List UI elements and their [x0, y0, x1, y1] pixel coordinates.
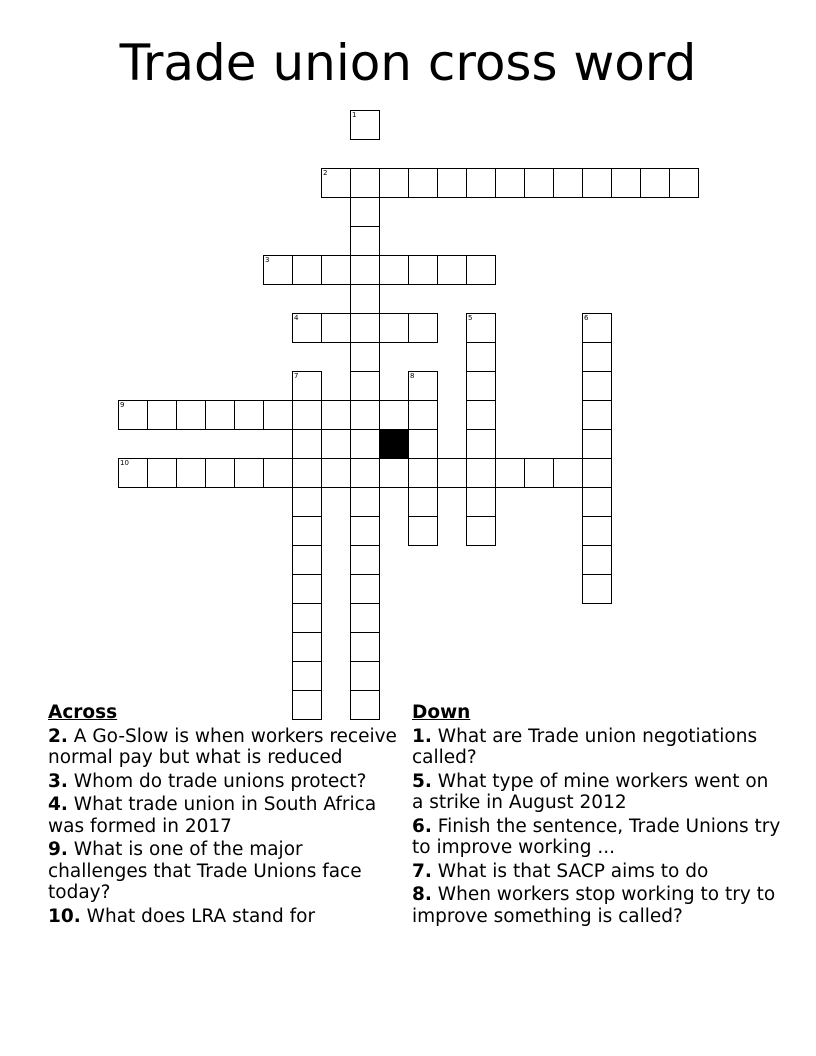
crossword-cell[interactable]	[292, 632, 322, 662]
crossword-cell[interactable]	[350, 429, 380, 459]
clue-number-label: 9	[120, 401, 125, 409]
crossword-cell[interactable]	[379, 255, 409, 285]
clue-number: 1.	[412, 725, 432, 747]
clue-down-7	[412, 861, 782, 883]
crossword-cell[interactable]	[350, 255, 380, 285]
crossword-cell[interactable]	[292, 429, 322, 459]
crossword-cell[interactable]	[263, 458, 293, 488]
crossword-cell[interactable]	[553, 458, 583, 488]
crossword-cell[interactable]	[321, 313, 351, 343]
clue-number: 9.	[48, 839, 68, 860]
clue-down-8	[412, 884, 782, 927]
crossword-cell[interactable]	[350, 313, 380, 343]
clue-text: What type of mine workers went on a strike in August 2012	[412, 770, 769, 813]
crossword-cell[interactable]	[350, 458, 380, 488]
crossword-cell[interactable]	[379, 400, 409, 430]
crossword-cell[interactable]	[466, 400, 496, 430]
crossword-cell[interactable]	[292, 487, 322, 517]
crossword-cell[interactable]	[263, 255, 293, 285]
clue-across-3	[48, 771, 398, 793]
clue-text: What does LRA stand for	[86, 905, 316, 927]
clue-number: 4.	[48, 794, 68, 815]
crossword-cell[interactable]	[292, 313, 322, 343]
crossword-cell[interactable]	[466, 429, 496, 459]
crossword-cell[interactable]	[176, 400, 206, 430]
crossword-cell[interactable]	[350, 516, 380, 546]
clue-number-label: 8	[410, 372, 415, 380]
crossword-cell[interactable]	[350, 545, 380, 575]
clue-text: Finish the sentence, Trade Unions try to improve working ...	[412, 815, 781, 858]
crossword-cell[interactable]	[466, 168, 496, 198]
crossword-cell[interactable]	[321, 255, 351, 285]
crossword-cell[interactable]	[147, 400, 177, 430]
crossword-cell[interactable]	[408, 400, 438, 430]
crossword-cell[interactable]	[205, 458, 235, 488]
crossword-cell[interactable]	[292, 574, 322, 604]
clue-text: What are Trade union negotiations called?	[412, 725, 758, 768]
clue-text: A Go-Slow is when workers receive normal pay but what is reduced	[48, 725, 397, 768]
crossword-cell[interactable]	[350, 574, 380, 604]
crossword-cell[interactable]	[553, 168, 583, 198]
clue-number-label: 5	[468, 314, 473, 322]
crossword-cell[interactable]	[669, 168, 699, 198]
crossword-cell[interactable]	[582, 545, 612, 575]
clue-across-9	[48, 839, 398, 904]
crossword-cell[interactable]	[437, 255, 467, 285]
crossword-cell[interactable]	[350, 168, 380, 198]
crossword-cell[interactable]	[466, 255, 496, 285]
crossword-cell[interactable]	[379, 313, 409, 343]
crossword-cell[interactable]	[292, 603, 322, 633]
crossword-cell[interactable]	[350, 197, 380, 227]
clue-across-2	[48, 726, 398, 769]
crossword-cell[interactable]	[292, 458, 322, 488]
clue-across-4	[48, 794, 398, 837]
clue-down-5	[412, 771, 782, 814]
crossword-cell[interactable]	[176, 458, 206, 488]
crossword-cell[interactable]	[263, 400, 293, 430]
crossword-cell[interactable]	[582, 487, 612, 517]
clue-number-label: 10	[120, 459, 129, 467]
crossword-cell[interactable]	[495, 168, 525, 198]
crossword-cell[interactable]	[408, 516, 438, 546]
clue-number: 3.	[48, 770, 68, 792]
crossword-cell[interactable]	[524, 168, 554, 198]
clue-number: 10.	[48, 905, 81, 927]
crossword-cell[interactable]	[205, 400, 235, 430]
crossword-cell[interactable]	[437, 168, 467, 198]
crossword-cell[interactable]	[292, 661, 322, 691]
crossword-cell[interactable]	[292, 371, 322, 401]
across-clues	[48, 702, 398, 927]
crossword-cell[interactable]	[466, 313, 496, 343]
crossword-cell[interactable]	[350, 603, 380, 633]
clue-text: What is one of the major challenges that Trade Unions face today?	[48, 839, 362, 903]
crossword-cell[interactable]	[234, 400, 264, 430]
crossword-cell[interactable]	[350, 661, 380, 691]
crossword-cell[interactable]	[582, 342, 612, 372]
crossword-cell[interactable]	[408, 313, 438, 343]
crossword-cell[interactable]	[582, 168, 612, 198]
crossword-cell[interactable]	[582, 516, 612, 546]
page-title: Trade union cross word	[119, 34, 697, 92]
clue-text: Whom do trade unions protect?	[73, 770, 367, 792]
crossword-cell[interactable]	[350, 632, 380, 662]
crossword-cell[interactable]	[466, 371, 496, 401]
crossword-cell[interactable]	[350, 487, 380, 517]
clue-number: 8.	[412, 884, 432, 905]
down-clues	[412, 702, 782, 927]
crossword-cell[interactable]	[118, 458, 148, 488]
clue-text: When workers stop working to try to improve something is called?	[412, 884, 776, 927]
crossword-cell[interactable]	[292, 516, 322, 546]
crossword-cell[interactable]	[408, 487, 438, 517]
clue-down-1	[412, 726, 782, 769]
clue-number-label: 7	[294, 372, 299, 380]
crossword-cell[interactable]	[466, 487, 496, 517]
crossword-cell[interactable]	[292, 400, 322, 430]
crossword-cell[interactable]	[466, 458, 496, 488]
black-cell	[379, 429, 409, 459]
clue-number: 5.	[412, 770, 432, 792]
clue-across-10	[48, 906, 398, 928]
crossword-cell[interactable]	[350, 110, 380, 140]
crossword-cell[interactable]	[582, 458, 612, 488]
crossword-cell[interactable]	[408, 429, 438, 459]
clue-text: What trade union in South Africa was formed in 2017	[48, 794, 377, 837]
crossword-cell[interactable]	[582, 313, 612, 343]
crossword-cell[interactable]	[147, 458, 177, 488]
clue-number: 7.	[412, 860, 432, 882]
crossword-cell[interactable]	[611, 168, 641, 198]
clue-text: What is that SACP aims to do	[437, 860, 709, 882]
clue-number-label: 2	[323, 169, 328, 177]
crossword-cell[interactable]	[292, 545, 322, 575]
crossword-cell[interactable]	[466, 516, 496, 546]
crossword-cell[interactable]	[379, 458, 409, 488]
across-heading: Across	[48, 702, 118, 723]
crossword-cell[interactable]	[350, 342, 380, 372]
crossword-cell[interactable]	[321, 168, 351, 198]
crossword-cell[interactable]	[350, 284, 380, 314]
crossword-cell[interactable]	[582, 574, 612, 604]
crossword-cell[interactable]	[350, 371, 380, 401]
clue-number: 2.	[48, 725, 68, 747]
crossword-cell[interactable]	[524, 458, 554, 488]
clue-down-6	[412, 816, 782, 859]
clue-number: 6.	[412, 815, 432, 837]
crossword-cell[interactable]	[321, 400, 351, 430]
crossword-cell[interactable]	[408, 168, 438, 198]
crossword-cell[interactable]	[495, 458, 525, 488]
clue-number-label: 4	[294, 314, 299, 322]
crossword-cell[interactable]	[350, 226, 380, 256]
crossword-cell[interactable]	[466, 342, 496, 372]
clue-number-label: 1	[352, 111, 357, 119]
crossword-cell[interactable]	[582, 400, 612, 430]
crossword-cell[interactable]	[408, 458, 438, 488]
down-heading: Down	[412, 702, 471, 723]
crossword-cell[interactable]	[640, 168, 670, 198]
crossword-cell[interactable]	[234, 458, 264, 488]
crossword-cell[interactable]	[437, 458, 467, 488]
crossword-cell[interactable]	[321, 458, 351, 488]
crossword-cell[interactable]	[582, 429, 612, 459]
crossword-cell[interactable]	[408, 255, 438, 285]
crossword-cell[interactable]	[118, 400, 148, 430]
crossword-cell[interactable]	[582, 371, 612, 401]
clue-number-label: 3	[265, 256, 270, 264]
crossword-cell[interactable]	[350, 400, 380, 430]
crossword-cell[interactable]	[292, 255, 322, 285]
clue-number-label: 6	[584, 314, 589, 322]
crossword-cell[interactable]	[408, 371, 438, 401]
crossword-cell[interactable]	[379, 168, 409, 198]
